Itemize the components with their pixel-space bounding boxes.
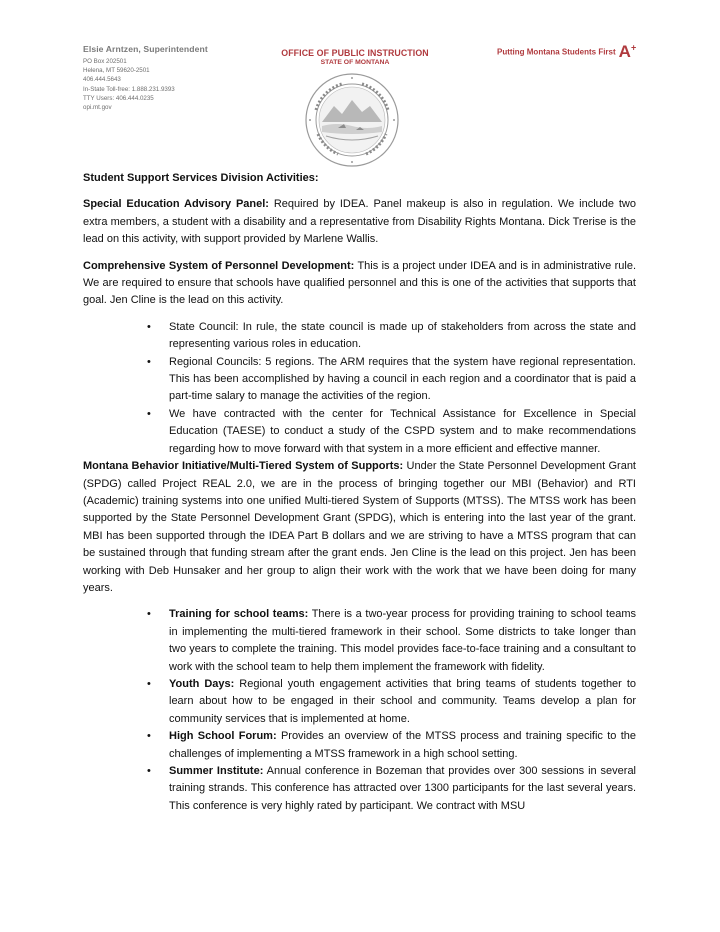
phone-line: 406.444.5643: [83, 76, 121, 84]
logo-plus: +: [630, 42, 637, 53]
list-item: [83, 676, 636, 728]
list-item: [83, 319, 636, 354]
state-name: STATE OF MONTANA: [320, 59, 390, 66]
section-label: Special Education Advisory Panel:: [83, 198, 269, 211]
address-line: Helena, MT 59620-2501: [83, 67, 150, 75]
bullet-icon: •: [147, 730, 151, 743]
address-line: PO Box 202501: [83, 58, 127, 65]
list-item-text: Regional Councils: 5 regions. The ARM requires that the system have regional representation. This has been accomplished by having a council in each region and a coordinator that is paid a part-time salary to manage the activities of the region.: [169, 355, 636, 403]
list-item: [83, 406, 636, 458]
cspd-paragraph: [83, 258, 636, 310]
superintendent-name: Elsie Arntzen, Superintendent: [83, 44, 208, 54]
list-item-label: Youth Days:: [169, 677, 235, 690]
list-item-text: We have contracted with the center for Technical Assistance for Excellence in Special Education (TAESE) to conduct a study of the CSPD system and to make recommendations regarding how to move forward with that system in a more efficient and effective manner.: [169, 407, 636, 455]
list-item-text: There is a two-year process for providing training to school teams in implementing the multi-tiered framework in their school. Some districts to take longer than two years to complete the training. This model provides face-to-face training and a consultant to work with the school team to help them implement the framework with fidelity.: [169, 608, 637, 673]
list-item-text: State Council: In rule, the state council is made up of stakeholders from across the state and representing various roles in education.: [169, 320, 636, 351]
list-item-text: Provides an overview of the MTSS process and training specific to the challenges of implementing a MTSS framework in a high school setting.: [169, 730, 636, 760]
section-text: Under the State Personnel Development Grant (SPDG) called Project REAL 2.0, we are in the process of bringing together our MBI (Behavior) and RTI (Academic) training systems into one unified Multi-tiered System of Supports (MTSS). The MTSS work has been supported by the State Personnel Development Grant (SPDG), which is entering into the last year of the grant. MBI has been supported through the IDEA Part B dollars and we are striving to have a MTSS program that can be sustained through that funding stream after the grant ends. Jen Cline is the lead on this project. Jen has been working with Deb Hunsaker and her group to align their work with the work that we have been doing for many years.: [83, 460, 636, 594]
page-title: Student Support Services Division Activities:: [83, 172, 319, 184]
bullet-icon: •: [147, 355, 151, 368]
letterhead-office: [270, 48, 440, 66]
list-item: [83, 763, 636, 815]
document-body: [83, 170, 636, 815]
list-item: [83, 728, 636, 763]
website-line: opi.mt.gov: [83, 104, 112, 112]
letterhead-motto: [497, 42, 647, 62]
list-item: [83, 354, 636, 406]
section-label: Montana Behavior Initiative/Multi-Tiered System of Supports:: [83, 460, 404, 473]
cspd-bullet-list: [83, 319, 636, 458]
list-item-label: High School Forum:: [169, 730, 277, 743]
bullet-icon: •: [147, 608, 151, 621]
logo-mark: A: [618, 42, 631, 61]
bullet-icon: •: [147, 407, 151, 420]
section-label: Comprehensive System of Personnel Development:: [83, 259, 355, 272]
bullet-icon: •: [147, 677, 151, 690]
office-name: OFFICE OF PUBLIC INSTRUCTION: [281, 48, 429, 58]
state-seal-icon: [292, 70, 412, 170]
advisory-panel-paragraph: [83, 196, 636, 248]
section-text: This is a project under IDEA and is in administrative rule. We are required to ensure that schools have qualified personnel and this is one of the activities that supports that goal. Jen Cline is the lead on this activity.: [83, 259, 636, 307]
mbi-mtss-paragraph: [83, 458, 636, 597]
a-plus-logo-icon: [619, 42, 637, 61]
bullet-icon: •: [147, 320, 151, 333]
list-item-label: Training for school teams:: [169, 608, 309, 621]
motto-text: Putting Montana Students First: [497, 47, 616, 57]
list-item: [83, 606, 636, 676]
letterhead-contact: [83, 44, 283, 112]
list-item-label: Summer Institute:: [169, 765, 264, 777]
list-item-text: Regional youth engagement activities that bring teams of students together to learn about how to be engaged in their school and community. Teams develop a plan for community services that is implemented at home.: [169, 677, 637, 725]
tty-line: TTY Users: 406.444.0235: [83, 94, 154, 102]
mbi-bullet-list: [83, 606, 636, 815]
section-text: Required by IDEA. Panel makeup is also in regulation. We include two extra members, a student with a disability and a representative from Disability Rights Montana. Dick Trerise is the lead on this activity, with support provided by Marlene Wallis.: [83, 198, 636, 246]
tollfree-line: In-State Toll-free: 1.888.231.9393: [83, 85, 175, 93]
list-item-text: Annual conference in Bozeman that provides over 300 sessions in several training strands. This conference has attracted over 1300 participants for the last several years. This conference is very highly rated by participant. We contract with MSU: [169, 765, 636, 812]
bullet-icon: •: [147, 765, 151, 777]
